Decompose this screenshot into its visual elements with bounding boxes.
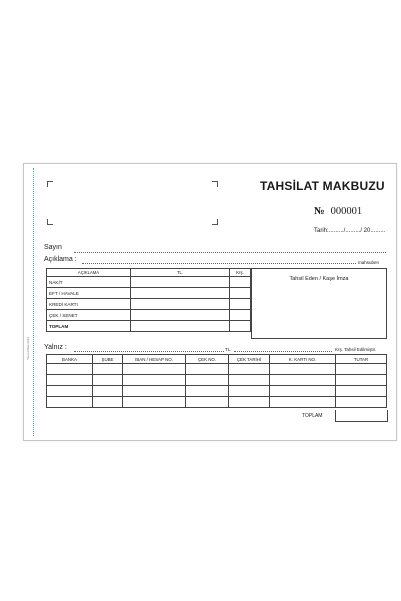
sayin-input-line[interactable] [74,252,386,253]
table-row [47,386,387,397]
krs-input-line[interactable] [234,351,332,352]
detail-header-cek-no: ÇEK NO. [186,355,229,364]
sayin-label: Sayın [44,244,62,251]
detail-table [46,354,387,408]
detail-cell[interactable] [186,375,229,386]
signature-box[interactable] [251,268,387,339]
detail-header-kart-no: K. KARTI NO. [270,355,336,364]
table-row [47,277,251,288]
numero-sign: № [314,206,325,217]
payment-cell-krs[interactable] [230,288,251,299]
yalniz-label: Yalnız : [44,344,67,351]
payment-row-kredi-karti: KREDİ KARTI [47,299,131,310]
detail-cell[interactable] [186,397,229,408]
detail-header-tutar: TUTAR [336,355,387,364]
yalniz-input-line[interactable] [74,351,224,352]
aciklama-label: Açıklama : [44,256,77,263]
detail-cell[interactable] [270,397,336,408]
table-row [47,364,387,375]
detail-cell[interactable] [270,375,336,386]
payment-row-cek-senet: ÇEK / SENET [47,310,131,321]
detail-header-cek-tarihi: ÇEK TARİHİ [229,355,270,364]
payment-row-nakit: NAKİT [47,277,131,288]
payment-header-krs: Krş. [230,269,251,277]
detail-cell[interactable] [93,364,123,375]
payment-cell-krs[interactable] [230,321,251,332]
tahsil-edilmistir-label: Krş. Tahsil Edilmiştir. [335,347,377,352]
payment-header-aciklama: AÇIKLAMA [47,269,131,277]
detail-cell[interactable] [336,386,387,397]
payment-cell-tl[interactable] [131,299,230,310]
detail-cell[interactable] [93,397,123,408]
corner-mark-top-left [47,181,53,187]
detail-header-banka: BANKA [47,355,93,364]
detail-cell[interactable] [93,386,123,397]
toplam-box[interactable] [335,410,388,422]
detail-cell[interactable] [123,386,186,397]
detail-cell[interactable] [47,375,93,386]
detail-cell[interactable] [123,397,186,408]
table-row [47,397,387,408]
payment-cell-krs[interactable] [230,299,251,310]
detail-cell[interactable] [336,375,387,386]
payment-cell-tl[interactable] [131,288,230,299]
corner-mark-top-right [212,181,218,187]
payment-row-eft: EFT / HAVALE [47,288,131,299]
payment-table [46,268,251,332]
receipt-title: TAHSİLAT MAKBUZU [260,179,385,193]
mahsuben-label: mahsuben [358,260,380,265]
table-row [47,299,251,310]
payment-cell-krs[interactable] [230,310,251,321]
payment-cell-tl[interactable] [131,321,230,332]
detail-cell[interactable] [186,386,229,397]
detail-cell[interactable] [47,386,93,397]
detail-header-iban: IBAN / HESAP NO. [123,355,186,364]
corner-mark-bottom-right [212,219,218,225]
detail-cell[interactable] [229,386,270,397]
signature-label: Tahsil Eden / Kaşe İmza [289,276,349,282]
perforation-line [33,168,34,436]
detail-cell[interactable] [93,375,123,386]
detail-cell[interactable] [229,364,270,375]
toplam-label: TOPLAM [302,413,323,419]
receipt-form [23,163,397,441]
detail-cell[interactable] [186,364,229,375]
payment-cell-tl[interactable] [131,310,230,321]
sidebar-text: Yayın Ofset 2024 [26,337,30,360]
payment-cell-krs[interactable] [230,277,251,288]
detail-cell[interactable] [270,386,336,397]
table-row [47,375,387,386]
table-row [47,321,251,332]
aciklama-input-line[interactable] [82,263,356,264]
serial-number [314,206,362,217]
corner-mark-bottom-left [47,219,53,225]
detail-cell[interactable] [47,397,93,408]
table-row [47,288,251,299]
tl-label: TL. [225,347,232,352]
date-field[interactable]: Tarih:........./........./ 20......... [314,228,386,234]
detail-header-sube: ŞUBE [93,355,123,364]
payment-header-tl: TL. [131,269,230,277]
detail-cell[interactable] [336,397,387,408]
detail-cell[interactable] [229,375,270,386]
table-row [47,310,251,321]
detail-cell[interactable] [270,364,336,375]
payment-cell-tl[interactable] [131,277,230,288]
detail-cell[interactable] [336,364,387,375]
detail-cell[interactable] [123,375,186,386]
payment-row-toplam: TOPLAM [47,321,131,332]
detail-cell[interactable] [229,397,270,408]
detail-cell[interactable] [123,364,186,375]
detail-cell[interactable] [47,364,93,375]
serial-value: 000001 [330,206,363,217]
